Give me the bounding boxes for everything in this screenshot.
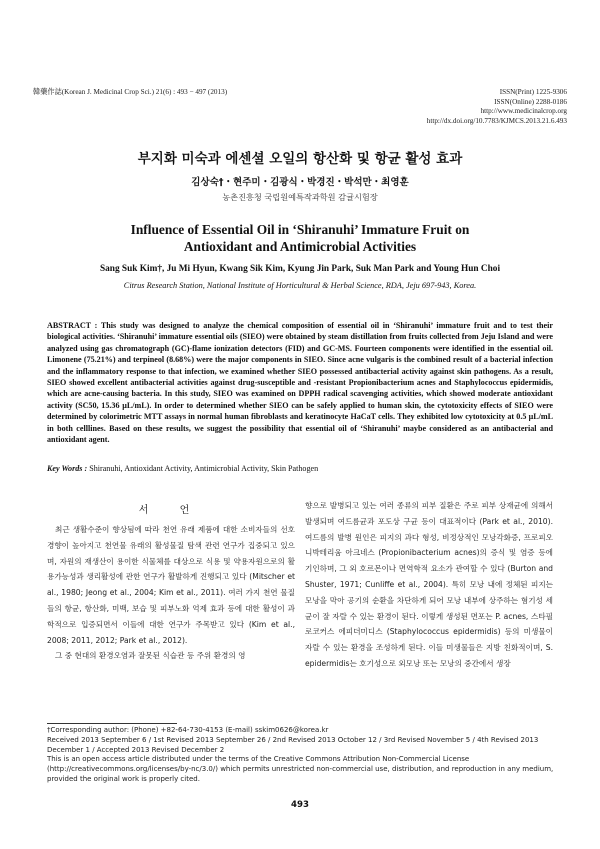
keywords-label: Key Words : [47, 464, 88, 473]
left-column [47, 522, 295, 664]
right-column [305, 498, 553, 672]
korean-affiliation: 농촌진흥청 국립원예특작과학원 감귤시험장 [222, 192, 378, 202]
corresponding-author-note: †Corresponding author: (Phone) +82-64-730-4153 (E-mail) sskim0626@korea.kr [47, 726, 329, 734]
issn-print: ISSN(Print) 1225-9306 [499, 88, 567, 96]
intro-paragraph-1: 최근 생활수준이 향상됨에 따라 천연 유래 제품에 대한 소비자들의 선호 경향이 높아지고 천연물 유래의 활성물질 탐색 관련 연구가 집중되고 있으며, 자원의 재생산이 용이한 식물체를 대상으로 식용 및 약용자원으로의 활용가능성과 생리활성에 관한 연구가 활발하게 진행되고 있다 (Mitscher et al., 1980; Jeong et al., 2004; Kim et al., 2011). 여러 가지 천연 물질들의 항균, 항산화, 미백, 보습 및 피부노화 억제 효과 등에 대한 활성이 과학적으로 입증되면서 이들에 대한 연구가 주목받고 있다 (Kim et al., 2008; 2011, 2012; Park et al., 2012). [47, 525, 295, 645]
license-note: This is an open access article distributed under the terms of the Creative Commons Attribution Non-Commercial License (http://creativecommons.org/licenses/by-nc/3.0/) which permits unrestricted non-commercial use, distribution, and reproduction in any medium, provided the original work is properly cited. [47, 755, 554, 783]
doi-link[interactable]: http://dx.doi.org/10.7783/KJMCS.2013.21.6.493 [426, 116, 567, 125]
english-title [0, 221, 600, 255]
introduction-heading: 서 언 [138, 505, 204, 516]
issn-online: ISSN(Online) 2288-0186 [494, 97, 567, 106]
footnotes [47, 726, 557, 785]
intro-paragraph-2: 그 중 현대의 환경오염과 잘못된 식습관 등 주위 환경의 영 [55, 651, 246, 661]
english-affiliation: Citrus Research Station, National Institute of Horticultural & Herbal Science, RDA, Jeju 697-943, Korea. [123, 281, 477, 290]
korean-title: 부지화 미숙과 에센셜 오일의 항산화 및 항균 활성 효과 [137, 151, 463, 167]
english-authors: Sang Suk Kim†, Ju Mi Hyun, Kwang Sik Kim, Kyung Jin Park, Suk Man Park and Young Hun Choi [99, 264, 501, 274]
english-title-line-2: Antioxidant and Antimicrobial Activities [183, 239, 417, 254]
footnote-divider [47, 723, 177, 724]
abstract: ABSTRACT : This study was designed to analyze the chemical composition of essential oil in ‘Shiranuhi’ immature fruit and to test their biological activities. ‘Shiranuhi’ immature essential oils (SIEO) were obtained by steam distillation from fruits collected from Jeju Island and were analyzed using gas chromatograph (GC)-flame ionization detectors (FID) and GC-MS. Fourteen components were identified in the essential oil. Limonene (75.21%) and terpineol (8.68%) were the major components in SIEO. Since acne vulgaris is the combined result of a bacterial infection and the inflammatory response to that infection, we examined whether SIEO possessed antibacterial activity against skin pathogens. As a result, SIEO showed excellent antibacterial activities against drug-susceptible and -resistant Propionibacterium acnes and Staphylococcus epidermidis, which are acne-causing bacteria. In this study, SIEO was examined on DPPH radical scavenging activities, which showed moderate antioxidant activity (SC50, 15.36 μL/mL). In order to determined whether SIEO can be safely applied to human skin, the cytotoxicity effects of SIEO were determined by colorimetric MTT assays in normal human fibroblasts and keratinocyte HaCaT cells. They exhibited low cytotoxicity at 0.5 μL/mL in both celllines. Based on these results, we suggest the possibility that essential oil of ‘Shiranuhi’ maybe considered as an antibacterial and antioxidant agent. [47, 321, 553, 445]
journal-identifiers [427, 88, 567, 126]
english-title-line-1: Influence of Essential Oil in ‘Shiranuhi’ Immature Fruit on [130, 222, 470, 237]
journal-citation [33, 88, 227, 98]
journal-url-link[interactable]: http://www.medicinalcrop.org [480, 107, 567, 116]
page-number: 493 [291, 800, 309, 810]
intro-paragraph-continued: 향으로 발병되고 있는 여러 종류의 피부 질환은 주로 피부 상재균에 의해서 발생되며 여드름균과 포도상 구균 등이 대표적이다 (Park et al., 2010). 여드름의 발병 원인은 피지의 과다 형성, 비정상적인 모낭각화증, 프로피오니박테리움 아크네스 (Propionibacterium acnes)의 증식 및 염증 등에 기인하며, 그 외 호르몬이나 면역학적 요소가 관여할 수 있다 (Burton and Shuster, 1971; Cunliffe et al., 2004). 특히 모낭 내에 정체된 피지는 모낭을 막아 공기의 순환을 차단하게 되어 모낭 내부에 상주하는 혐기성 세균이 잘 자랄 수 있는 환경이 된다. 이렇게 생성된 면포는 P. acnes, 스타필로코커스 에피더미디스 (Staphylococcus epidermidis) 등의 미생물이 자랄 수 있는 환경을 조성하게 된다. 이들 미생물들은 지방 친화적이며, S. epidermidis는 호기성으로 외모낭 또는 모낭의 중간에서 생장 [305, 501, 553, 668]
korean-authors: 김상숙†・현주미・김광식・박경진・박석만・최영훈 [191, 177, 409, 188]
received-dates-note: Received 2013 September 6 / 1st Revised 2013 September 26 / 2nd Revised 2013 October 12 / 3rd Revised November 5 / 4th Revised 2013 December 1 / Accepted 2013 Revised December 2 [47, 735, 539, 754]
journal-name: 韓藥作誌(Korean J. Medicinal Crop Sci.) 21(6) : 493 − 497 (2013) [33, 88, 228, 96]
keywords-list: Shiranuhi, Antioxidant Activity, Antimicrobial Activity, Skin Pathogen [89, 464, 319, 473]
keywords [47, 464, 553, 473]
